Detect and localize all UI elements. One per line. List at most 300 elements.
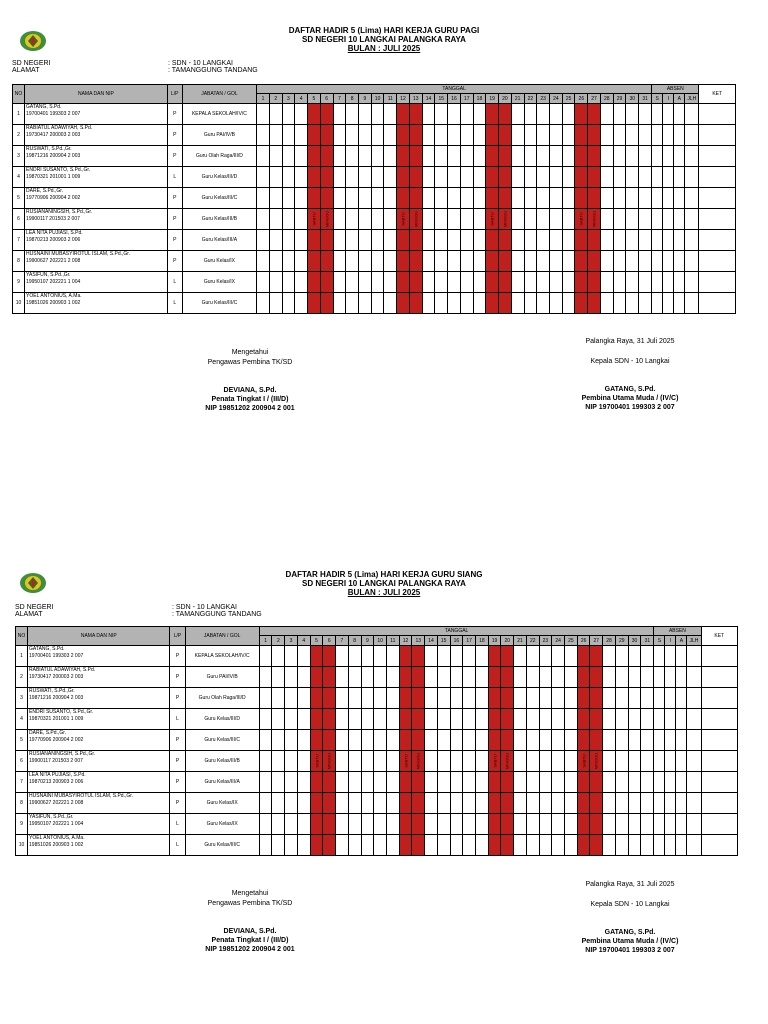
attendance-cell[interactable]	[463, 646, 476, 667]
attendance-cell[interactable]	[374, 709, 387, 730]
attendance-cell[interactable]	[333, 251, 346, 272]
attendance-cell[interactable]	[361, 688, 374, 709]
weekend-cell[interactable]	[310, 772, 323, 793]
attendance-cell[interactable]	[475, 814, 488, 835]
attendance-cell[interactable]	[524, 209, 537, 230]
attendance-cell[interactable]	[297, 814, 310, 835]
attendance-cell[interactable]	[371, 125, 384, 146]
attendance-cell[interactable]	[374, 793, 387, 814]
attendance-cell[interactable]	[537, 230, 550, 251]
attendance-cell[interactable]	[565, 688, 578, 709]
absen-cell[interactable]	[663, 293, 674, 314]
weekend-cell[interactable]	[399, 772, 412, 793]
attendance-cell[interactable]	[603, 772, 616, 793]
attendance-cell[interactable]	[613, 272, 626, 293]
attendance-cell[interactable]	[460, 146, 473, 167]
absen-cell[interactable]	[654, 751, 665, 772]
attendance-cell[interactable]	[361, 835, 374, 856]
attendance-cell[interactable]	[603, 646, 616, 667]
weekend-cell[interactable]	[409, 188, 422, 209]
attendance-cell[interactable]	[626, 167, 639, 188]
attendance-cell[interactable]	[425, 709, 438, 730]
weekend-cell[interactable]	[412, 730, 425, 751]
ket-cell[interactable]	[699, 209, 736, 230]
attendance-cell[interactable]	[550, 104, 563, 125]
attendance-cell[interactable]	[361, 667, 374, 688]
attendance-cell[interactable]	[348, 709, 361, 730]
attendance-cell[interactable]	[562, 272, 575, 293]
absen-cell[interactable]	[676, 688, 687, 709]
attendance-cell[interactable]	[371, 104, 384, 125]
absen-cell[interactable]	[687, 730, 701, 751]
weekend-cell[interactable]	[308, 293, 321, 314]
attendance-cell[interactable]	[603, 835, 616, 856]
attendance-cell[interactable]	[425, 772, 438, 793]
weekend-cell[interactable]	[323, 667, 336, 688]
weekend-cell[interactable]	[499, 188, 512, 209]
attendance-cell[interactable]	[437, 835, 450, 856]
ket-cell[interactable]	[701, 772, 738, 793]
absen-cell[interactable]	[652, 125, 663, 146]
attendance-cell[interactable]	[514, 730, 527, 751]
attendance-cell[interactable]	[626, 125, 639, 146]
attendance-cell[interactable]	[639, 272, 652, 293]
absen-cell[interactable]	[685, 167, 699, 188]
attendance-cell[interactable]	[257, 293, 270, 314]
attendance-cell[interactable]	[537, 272, 550, 293]
attendance-cell[interactable]	[552, 751, 565, 772]
weekend-cell[interactable]	[488, 667, 501, 688]
attendance-cell[interactable]	[514, 835, 527, 856]
attendance-cell[interactable]	[257, 167, 270, 188]
attendance-cell[interactable]	[539, 646, 552, 667]
attendance-cell[interactable]	[361, 814, 374, 835]
attendance-cell[interactable]	[374, 814, 387, 835]
attendance-cell[interactable]	[422, 251, 435, 272]
attendance-cell[interactable]	[450, 688, 463, 709]
weekend-cell[interactable]	[310, 646, 323, 667]
attendance-cell[interactable]	[384, 230, 397, 251]
weekend-cell[interactable]	[399, 835, 412, 856]
attendance-cell[interactable]	[562, 230, 575, 251]
absen-cell[interactable]	[652, 230, 663, 251]
attendance-cell[interactable]	[374, 835, 387, 856]
attendance-cell[interactable]	[371, 272, 384, 293]
attendance-cell[interactable]	[336, 814, 349, 835]
attendance-cell[interactable]	[641, 709, 654, 730]
attendance-cell[interactable]	[613, 230, 626, 251]
attendance-cell[interactable]	[641, 688, 654, 709]
weekend-cell[interactable]	[488, 688, 501, 709]
absen-cell[interactable]	[685, 146, 699, 167]
weekend-cell[interactable]	[590, 751, 603, 772]
absen-cell[interactable]	[674, 104, 685, 125]
attendance-cell[interactable]	[384, 293, 397, 314]
attendance-cell[interactable]	[603, 688, 616, 709]
attendance-cell[interactable]	[613, 104, 626, 125]
weekend-cell[interactable]	[399, 730, 412, 751]
weekend-cell[interactable]	[590, 688, 603, 709]
attendance-cell[interactable]	[511, 146, 524, 167]
attendance-cell[interactable]	[435, 125, 448, 146]
attendance-cell[interactable]	[259, 688, 272, 709]
weekend-cell[interactable]	[499, 146, 512, 167]
attendance-cell[interactable]	[435, 167, 448, 188]
ket-cell[interactable]	[699, 125, 736, 146]
absen-cell[interactable]	[652, 251, 663, 272]
attendance-cell[interactable]	[514, 709, 527, 730]
attendance-cell[interactable]	[257, 209, 270, 230]
attendance-cell[interactable]	[526, 835, 539, 856]
attendance-cell[interactable]	[539, 772, 552, 793]
weekend-cell[interactable]	[575, 293, 588, 314]
attendance-cell[interactable]	[600, 293, 613, 314]
attendance-cell[interactable]	[600, 146, 613, 167]
attendance-cell[interactable]	[473, 188, 486, 209]
attendance-cell[interactable]	[285, 667, 298, 688]
attendance-cell[interactable]	[336, 793, 349, 814]
absen-cell[interactable]	[676, 814, 687, 835]
attendance-cell[interactable]	[272, 835, 285, 856]
weekend-cell[interactable]	[486, 104, 499, 125]
attendance-cell[interactable]	[514, 814, 527, 835]
attendance-cell[interactable]	[463, 814, 476, 835]
absen-cell[interactable]	[676, 772, 687, 793]
weekend-cell[interactable]	[501, 646, 514, 667]
attendance-cell[interactable]	[565, 814, 578, 835]
weekend-cell[interactable]	[588, 230, 601, 251]
attendance-cell[interactable]	[460, 167, 473, 188]
weekend-cell[interactable]	[397, 209, 410, 230]
attendance-cell[interactable]	[511, 272, 524, 293]
absen-cell[interactable]	[665, 835, 676, 856]
attendance-cell[interactable]	[348, 751, 361, 772]
attendance-cell[interactable]	[626, 188, 639, 209]
weekend-cell[interactable]	[397, 230, 410, 251]
weekend-cell[interactable]	[409, 251, 422, 272]
weekend-cell[interactable]	[320, 188, 333, 209]
attendance-cell[interactable]	[437, 793, 450, 814]
weekend-cell[interactable]	[399, 688, 412, 709]
attendance-cell[interactable]	[524, 125, 537, 146]
weekend-cell[interactable]	[488, 730, 501, 751]
attendance-cell[interactable]	[384, 251, 397, 272]
attendance-cell[interactable]	[257, 230, 270, 251]
attendance-cell[interactable]	[539, 730, 552, 751]
absen-cell[interactable]	[676, 751, 687, 772]
weekend-cell[interactable]	[399, 793, 412, 814]
absen-cell[interactable]	[687, 835, 701, 856]
attendance-cell[interactable]	[524, 293, 537, 314]
attendance-cell[interactable]	[641, 667, 654, 688]
weekend-cell[interactable]	[409, 209, 422, 230]
attendance-cell[interactable]	[386, 835, 399, 856]
weekend-cell[interactable]	[397, 188, 410, 209]
absen-cell[interactable]	[652, 167, 663, 188]
weekend-cell[interactable]	[588, 272, 601, 293]
attendance-cell[interactable]	[346, 146, 359, 167]
attendance-cell[interactable]	[371, 293, 384, 314]
weekend-cell[interactable]	[499, 251, 512, 272]
absen-cell[interactable]	[676, 709, 687, 730]
absen-cell[interactable]	[674, 293, 685, 314]
weekend-cell[interactable]	[409, 230, 422, 251]
weekend-cell[interactable]	[397, 293, 410, 314]
weekend-cell[interactable]	[412, 793, 425, 814]
attendance-cell[interactable]	[603, 793, 616, 814]
attendance-cell[interactable]	[269, 188, 282, 209]
absen-cell[interactable]	[663, 125, 674, 146]
attendance-cell[interactable]	[425, 835, 438, 856]
attendance-cell[interactable]	[626, 293, 639, 314]
absen-cell[interactable]	[665, 793, 676, 814]
weekend-cell[interactable]	[499, 272, 512, 293]
weekend-cell[interactable]	[412, 814, 425, 835]
attendance-cell[interactable]	[333, 104, 346, 125]
attendance-cell[interactable]	[386, 646, 399, 667]
weekend-cell[interactable]	[486, 188, 499, 209]
absen-cell[interactable]	[654, 709, 665, 730]
attendance-cell[interactable]	[348, 646, 361, 667]
attendance-cell[interactable]	[539, 793, 552, 814]
weekend-cell[interactable]	[397, 167, 410, 188]
attendance-cell[interactable]	[537, 209, 550, 230]
attendance-cell[interactable]	[600, 272, 613, 293]
attendance-cell[interactable]	[613, 209, 626, 230]
weekend-cell[interactable]	[320, 209, 333, 230]
attendance-cell[interactable]	[473, 230, 486, 251]
attendance-cell[interactable]	[641, 814, 654, 835]
attendance-cell[interactable]	[336, 688, 349, 709]
attendance-cell[interactable]	[285, 646, 298, 667]
attendance-cell[interactable]	[282, 209, 295, 230]
attendance-cell[interactable]	[386, 793, 399, 814]
attendance-cell[interactable]	[272, 646, 285, 667]
attendance-cell[interactable]	[285, 688, 298, 709]
attendance-cell[interactable]	[297, 667, 310, 688]
absen-cell[interactable]	[652, 188, 663, 209]
attendance-cell[interactable]	[259, 772, 272, 793]
attendance-cell[interactable]	[562, 293, 575, 314]
attendance-cell[interactable]	[333, 293, 346, 314]
attendance-cell[interactable]	[358, 209, 371, 230]
weekend-cell[interactable]	[412, 751, 425, 772]
attendance-cell[interactable]	[348, 730, 361, 751]
attendance-cell[interactable]	[361, 793, 374, 814]
absen-cell[interactable]	[685, 209, 699, 230]
weekend-cell[interactable]	[399, 667, 412, 688]
attendance-cell[interactable]	[524, 167, 537, 188]
attendance-cell[interactable]	[269, 167, 282, 188]
weekend-cell[interactable]	[409, 293, 422, 314]
attendance-cell[interactable]	[526, 646, 539, 667]
attendance-cell[interactable]	[371, 230, 384, 251]
weekend-cell[interactable]	[397, 251, 410, 272]
weekend-cell[interactable]	[488, 709, 501, 730]
attendance-cell[interactable]	[550, 188, 563, 209]
weekend-cell[interactable]	[575, 146, 588, 167]
weekend-cell[interactable]	[575, 167, 588, 188]
absen-cell[interactable]	[676, 730, 687, 751]
attendance-cell[interactable]	[346, 104, 359, 125]
attendance-cell[interactable]	[615, 730, 628, 751]
absen-cell[interactable]	[654, 772, 665, 793]
attendance-cell[interactable]	[565, 667, 578, 688]
attendance-cell[interactable]	[473, 125, 486, 146]
attendance-cell[interactable]	[346, 230, 359, 251]
weekend-cell[interactable]	[488, 835, 501, 856]
attendance-cell[interactable]	[371, 146, 384, 167]
weekend-cell[interactable]	[310, 730, 323, 751]
attendance-cell[interactable]	[639, 209, 652, 230]
attendance-cell[interactable]	[514, 667, 527, 688]
weekend-cell[interactable]	[588, 125, 601, 146]
ket-cell[interactable]	[701, 646, 738, 667]
attendance-cell[interactable]	[259, 835, 272, 856]
attendance-cell[interactable]	[435, 230, 448, 251]
attendance-cell[interactable]	[463, 772, 476, 793]
attendance-cell[interactable]	[272, 793, 285, 814]
weekend-cell[interactable]	[486, 251, 499, 272]
attendance-cell[interactable]	[346, 293, 359, 314]
attendance-cell[interactable]	[437, 667, 450, 688]
attendance-cell[interactable]	[348, 667, 361, 688]
attendance-cell[interactable]	[628, 814, 641, 835]
attendance-cell[interactable]	[269, 272, 282, 293]
ket-cell[interactable]	[701, 730, 738, 751]
weekend-cell[interactable]	[399, 646, 412, 667]
weekend-cell[interactable]	[308, 209, 321, 230]
weekend-cell[interactable]	[486, 146, 499, 167]
attendance-cell[interactable]	[371, 188, 384, 209]
attendance-cell[interactable]	[615, 688, 628, 709]
attendance-cell[interactable]	[269, 293, 282, 314]
absen-cell[interactable]	[685, 293, 699, 314]
attendance-cell[interactable]	[348, 772, 361, 793]
weekend-cell[interactable]	[320, 125, 333, 146]
weekend-cell[interactable]	[399, 814, 412, 835]
absen-cell[interactable]	[674, 146, 685, 167]
attendance-cell[interactable]	[615, 772, 628, 793]
weekend-cell[interactable]	[577, 793, 590, 814]
weekend-cell[interactable]	[590, 667, 603, 688]
weekend-cell[interactable]	[397, 125, 410, 146]
attendance-cell[interactable]	[550, 146, 563, 167]
absen-cell[interactable]	[652, 209, 663, 230]
attendance-cell[interactable]	[386, 709, 399, 730]
attendance-cell[interactable]	[615, 646, 628, 667]
attendance-cell[interactable]	[358, 146, 371, 167]
attendance-cell[interactable]	[550, 293, 563, 314]
attendance-cell[interactable]	[272, 751, 285, 772]
absen-cell[interactable]	[674, 167, 685, 188]
attendance-cell[interactable]	[562, 104, 575, 125]
attendance-cell[interactable]	[422, 167, 435, 188]
absen-cell[interactable]	[654, 667, 665, 688]
attendance-cell[interactable]	[422, 293, 435, 314]
weekend-cell[interactable]	[499, 293, 512, 314]
attendance-cell[interactable]	[639, 104, 652, 125]
attendance-cell[interactable]	[374, 688, 387, 709]
absen-cell[interactable]	[685, 230, 699, 251]
weekend-cell[interactable]	[588, 293, 601, 314]
attendance-cell[interactable]	[422, 104, 435, 125]
weekend-cell[interactable]	[308, 188, 321, 209]
weekend-cell[interactable]	[320, 272, 333, 293]
ket-cell[interactable]	[699, 272, 736, 293]
absen-cell[interactable]	[665, 688, 676, 709]
attendance-cell[interactable]	[524, 146, 537, 167]
attendance-cell[interactable]	[562, 167, 575, 188]
attendance-cell[interactable]	[450, 709, 463, 730]
attendance-cell[interactable]	[537, 167, 550, 188]
attendance-cell[interactable]	[257, 125, 270, 146]
attendance-cell[interactable]	[473, 293, 486, 314]
attendance-cell[interactable]	[626, 230, 639, 251]
weekend-cell[interactable]	[577, 814, 590, 835]
attendance-cell[interactable]	[272, 709, 285, 730]
attendance-cell[interactable]	[460, 209, 473, 230]
attendance-cell[interactable]	[550, 167, 563, 188]
attendance-cell[interactable]	[615, 814, 628, 835]
attendance-cell[interactable]	[628, 730, 641, 751]
ket-cell[interactable]	[701, 667, 738, 688]
attendance-cell[interactable]	[282, 188, 295, 209]
attendance-cell[interactable]	[269, 146, 282, 167]
attendance-cell[interactable]	[526, 814, 539, 835]
attendance-cell[interactable]	[422, 230, 435, 251]
attendance-cell[interactable]	[514, 688, 527, 709]
weekend-cell[interactable]	[577, 772, 590, 793]
weekend-cell[interactable]	[590, 730, 603, 751]
absen-cell[interactable]	[674, 230, 685, 251]
attendance-cell[interactable]	[336, 835, 349, 856]
attendance-cell[interactable]	[537, 146, 550, 167]
attendance-cell[interactable]	[435, 104, 448, 125]
attendance-cell[interactable]	[628, 688, 641, 709]
weekend-cell[interactable]	[308, 272, 321, 293]
attendance-cell[interactable]	[435, 209, 448, 230]
attendance-cell[interactable]	[435, 251, 448, 272]
attendance-cell[interactable]	[450, 667, 463, 688]
attendance-cell[interactable]	[295, 167, 308, 188]
attendance-cell[interactable]	[628, 709, 641, 730]
attendance-cell[interactable]	[269, 104, 282, 125]
attendance-cell[interactable]	[475, 793, 488, 814]
weekend-cell[interactable]	[501, 709, 514, 730]
attendance-cell[interactable]	[600, 230, 613, 251]
weekend-cell[interactable]	[323, 814, 336, 835]
weekend-cell[interactable]	[499, 104, 512, 125]
attendance-cell[interactable]	[259, 751, 272, 772]
absen-cell[interactable]	[665, 646, 676, 667]
attendance-cell[interactable]	[552, 772, 565, 793]
weekend-cell[interactable]	[323, 835, 336, 856]
weekend-cell[interactable]	[575, 188, 588, 209]
absen-cell[interactable]	[676, 646, 687, 667]
absen-cell[interactable]	[652, 146, 663, 167]
attendance-cell[interactable]	[473, 272, 486, 293]
attendance-cell[interactable]	[450, 730, 463, 751]
attendance-cell[interactable]	[600, 104, 613, 125]
attendance-cell[interactable]	[333, 230, 346, 251]
attendance-cell[interactable]	[460, 104, 473, 125]
attendance-cell[interactable]	[257, 104, 270, 125]
attendance-cell[interactable]	[473, 251, 486, 272]
weekend-cell[interactable]	[501, 688, 514, 709]
weekend-cell[interactable]	[575, 209, 588, 230]
weekend-cell[interactable]	[412, 667, 425, 688]
